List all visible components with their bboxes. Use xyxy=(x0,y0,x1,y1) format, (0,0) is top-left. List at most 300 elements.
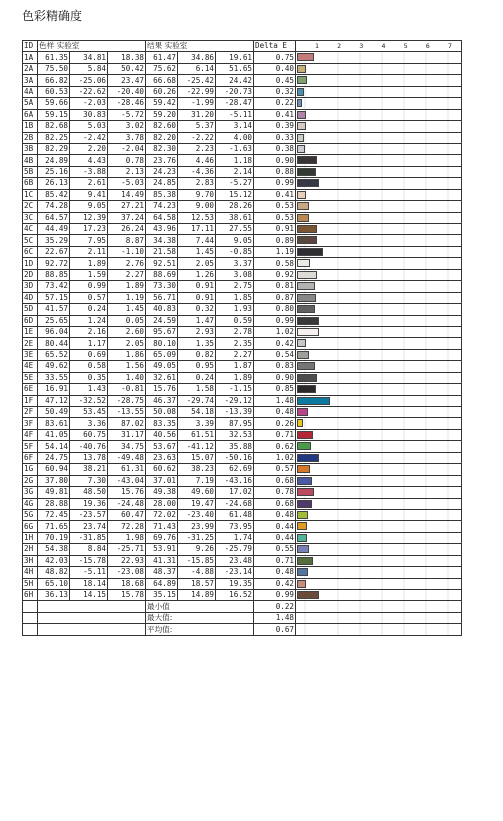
result-lab-value: 53.91 xyxy=(146,544,178,555)
result-lab-value: 2.05 xyxy=(178,258,216,269)
delta-e-value: 0.26 xyxy=(254,418,296,429)
sample-lab-value: 1.19 xyxy=(108,292,146,303)
delta-e-value: 0.57 xyxy=(254,464,296,475)
row-id: 2G xyxy=(23,475,38,486)
result-lab-value: 0.32 xyxy=(178,304,216,315)
result-lab-value: 0.82 xyxy=(178,349,216,360)
sample-lab-value: 7.30 xyxy=(70,475,108,486)
sample-lab-value: 47.12 xyxy=(38,395,70,406)
result-lab-value: 14.89 xyxy=(178,590,216,601)
delta-e-bar-cell xyxy=(296,475,462,486)
table-row xyxy=(23,235,462,246)
sample-lab-value: 80.44 xyxy=(38,338,70,349)
delta-e-bar xyxy=(297,236,317,244)
result-lab-value: 0.91 xyxy=(178,292,216,303)
delta-e-value: 0.99 xyxy=(254,590,296,601)
result-lab-value: -22.99 xyxy=(178,86,216,97)
sample-lab-value: 74.28 xyxy=(38,201,70,212)
sample-lab-value: 22.67 xyxy=(38,246,70,257)
table-row xyxy=(23,418,462,429)
sample-lab-value: -32.52 xyxy=(70,395,108,406)
sample-lab-value: 53.45 xyxy=(70,407,108,418)
delta-e-value: 0.39 xyxy=(254,121,296,132)
row-id: 6F xyxy=(23,452,38,463)
result-lab-value: 24.59 xyxy=(146,315,178,326)
table-row xyxy=(23,212,462,223)
sample-lab-value: 0.69 xyxy=(70,349,108,360)
result-lab-value: 56.71 xyxy=(146,292,178,303)
result-lab-value: 1.26 xyxy=(178,269,216,280)
sample-lab-value: 50.42 xyxy=(108,63,146,74)
sample-lab-value: 41.57 xyxy=(38,304,70,315)
sample-lab-value: 18.68 xyxy=(108,578,146,589)
delta-e-value: 0.87 xyxy=(254,292,296,303)
table-row xyxy=(23,155,462,166)
delta-e-bar xyxy=(297,339,306,347)
table-row xyxy=(23,132,462,143)
delta-e-value: 0.22 xyxy=(254,98,296,109)
table-row xyxy=(23,532,462,543)
result-lab-value: 82.30 xyxy=(146,143,178,154)
delta-e-value: 0.44 xyxy=(254,532,296,543)
result-lab-value: 49.05 xyxy=(146,361,178,372)
result-lab-value: 49.38 xyxy=(146,487,178,498)
row-id: 5B xyxy=(23,166,38,177)
summary-empty xyxy=(23,601,38,612)
delta-e-bar xyxy=(297,351,309,359)
sample-lab-value: 41.05 xyxy=(38,429,70,440)
table-row xyxy=(23,498,462,509)
sample-lab-value: 5.84 xyxy=(70,63,108,74)
delta-e-bar xyxy=(297,511,308,519)
row-id: 4E xyxy=(23,361,38,372)
delta-e-bar-cell xyxy=(296,143,462,154)
sample-lab-value: -5.03 xyxy=(108,178,146,189)
delta-e-value: 0.42 xyxy=(254,338,296,349)
result-lab-value: 38.61 xyxy=(216,212,254,223)
table-row xyxy=(23,372,462,383)
row-id: 4A xyxy=(23,86,38,97)
result-lab-value: -0.85 xyxy=(216,246,254,257)
delta-e-value: 0.99 xyxy=(254,178,296,189)
summary-empty xyxy=(38,612,146,623)
delta-e-value: 0.38 xyxy=(254,143,296,154)
row-id: 1E xyxy=(23,326,38,337)
delta-e-bar-cell xyxy=(296,395,462,406)
delta-e-bar-cell xyxy=(296,361,462,372)
result-lab-value: 40.83 xyxy=(146,304,178,315)
summary-bar-cell xyxy=(296,612,462,623)
sample-lab-value: 70.19 xyxy=(38,532,70,543)
result-lab-value: 31.20 xyxy=(178,109,216,120)
sample-lab-value: 37.80 xyxy=(38,475,70,486)
axis-tick-label: 5 xyxy=(403,42,408,51)
delta-e-bar-cell xyxy=(296,281,462,292)
result-lab-value: -5.11 xyxy=(216,109,254,120)
delta-e-value: 0.48 xyxy=(254,407,296,418)
table-row xyxy=(23,395,462,406)
delta-e-bar xyxy=(297,500,312,508)
sample-lab-value: 0.99 xyxy=(70,281,108,292)
result-lab-value: 95.67 xyxy=(146,326,178,337)
delta-e-value: 0.78 xyxy=(254,487,296,498)
result-lab-value: 59.42 xyxy=(146,98,178,109)
delta-e-value: 0.85 xyxy=(254,384,296,395)
sample-lab-value: -49.48 xyxy=(108,452,146,463)
row-id: 3E xyxy=(23,349,38,360)
result-lab-value: 43.96 xyxy=(146,224,178,235)
delta-e-bar-cell xyxy=(296,75,462,86)
sample-lab-value: -23.08 xyxy=(108,567,146,578)
result-lab-value: -41.12 xyxy=(178,441,216,452)
sample-lab-value: 14.49 xyxy=(108,189,146,200)
sample-lab-value: 1.17 xyxy=(70,338,108,349)
summary-value: 1.48 xyxy=(254,612,296,623)
delta-e-bar xyxy=(297,557,313,565)
delta-e-bar xyxy=(297,271,317,279)
sample-lab-value: 17.23 xyxy=(70,224,108,235)
sample-lab-value: 1.86 xyxy=(108,349,146,360)
result-lab-value: -13.39 xyxy=(216,407,254,418)
result-lab-value: 53.67 xyxy=(146,441,178,452)
sample-lab-value: 28.88 xyxy=(38,498,70,509)
result-lab-value: 1.85 xyxy=(216,292,254,303)
summary-label: 最小值 xyxy=(146,601,254,612)
result-lab-value: 24.23 xyxy=(146,166,178,177)
sample-lab-value: 25.16 xyxy=(38,166,70,177)
result-lab-value: 83.35 xyxy=(146,418,178,429)
table-row xyxy=(23,201,462,212)
delta-e-value: 0.75 xyxy=(254,52,296,63)
delta-e-bar xyxy=(297,305,315,313)
sample-lab-value: 0.57 xyxy=(70,292,108,303)
delta-e-bar-cell xyxy=(296,132,462,143)
table-row xyxy=(23,407,462,418)
table-row xyxy=(23,86,462,97)
result-lab-value: 80.10 xyxy=(146,338,178,349)
table-row xyxy=(23,75,462,86)
axis-tick-label: 3 xyxy=(359,42,364,51)
sample-lab-value: 2.27 xyxy=(108,269,146,280)
table-row xyxy=(23,567,462,578)
summary-label: 最大值: xyxy=(146,612,254,623)
result-lab-value: 32.61 xyxy=(146,372,178,383)
delta-e-value: 1.02 xyxy=(254,326,296,337)
header-sample: 色样 实验室 xyxy=(38,41,146,52)
result-lab-value: 28.26 xyxy=(216,201,254,212)
delta-e-value: 0.80 xyxy=(254,304,296,315)
delta-e-bar xyxy=(297,465,310,473)
row-id: 5D xyxy=(23,304,38,315)
sample-lab-value: 24.75 xyxy=(38,452,70,463)
row-id: 6B xyxy=(23,178,38,189)
result-lab-value: 15.76 xyxy=(146,384,178,395)
result-lab-value: 1.58 xyxy=(178,384,216,395)
row-id: 2E xyxy=(23,338,38,349)
result-lab-value: -28.47 xyxy=(216,98,254,109)
result-lab-value: -23.40 xyxy=(178,509,216,520)
delta-e-value: 0.32 xyxy=(254,86,296,97)
row-id: 6E xyxy=(23,384,38,395)
result-lab-value: 82.60 xyxy=(146,121,178,132)
sample-lab-value: 24.89 xyxy=(38,155,70,166)
sample-lab-value: 22.93 xyxy=(108,555,146,566)
delta-axis xyxy=(296,41,462,52)
sample-lab-value: 1.89 xyxy=(108,281,146,292)
table-row xyxy=(23,429,462,440)
delta-e-bar-cell xyxy=(296,109,462,120)
sample-lab-value: 15.78 xyxy=(108,590,146,601)
sample-lab-value: 23.47 xyxy=(108,75,146,86)
sample-lab-value: 75.50 xyxy=(38,63,70,74)
delta-e-bar-cell xyxy=(296,509,462,520)
row-id: 1A xyxy=(23,52,38,63)
sample-lab-value: 50.49 xyxy=(38,407,70,418)
delta-e-bar xyxy=(297,385,316,393)
delta-e-value: 0.90 xyxy=(254,372,296,383)
delta-e-value: 0.88 xyxy=(254,166,296,177)
row-id: 5E xyxy=(23,372,38,383)
sample-lab-value: 34.81 xyxy=(70,52,108,63)
delta-e-value: 1.48 xyxy=(254,395,296,406)
sample-lab-value: 31.17 xyxy=(108,429,146,440)
result-lab-value: -1.15 xyxy=(216,384,254,395)
axis-tick-label: 4 xyxy=(381,42,386,51)
result-lab-value: 0.24 xyxy=(178,372,216,383)
sample-lab-value: 2.76 xyxy=(108,258,146,269)
sample-lab-value: -43.04 xyxy=(108,475,146,486)
row-id: 4D xyxy=(23,292,38,303)
result-lab-value: 34.38 xyxy=(146,235,178,246)
row-id: 6D xyxy=(23,315,38,326)
delta-e-bar xyxy=(297,580,306,588)
result-lab-value: 27.55 xyxy=(216,224,254,235)
sample-lab-value: 1.24 xyxy=(70,315,108,326)
sample-lab-value: 85.42 xyxy=(38,189,70,200)
result-lab-value: 6.14 xyxy=(178,63,216,74)
result-lab-value: 64.89 xyxy=(146,578,178,589)
sample-lab-value: 1.43 xyxy=(70,384,108,395)
delta-e-bar xyxy=(297,53,314,61)
result-lab-value: -15.85 xyxy=(178,555,216,566)
sample-lab-value: 36.13 xyxy=(38,590,70,601)
delta-e-bar-cell xyxy=(296,498,462,509)
row-id: 2H xyxy=(23,544,38,555)
sample-lab-value: -23.57 xyxy=(70,509,108,520)
delta-e-value: 0.53 xyxy=(254,201,296,212)
result-lab-value: 21.58 xyxy=(146,246,178,257)
delta-e-value: 0.53 xyxy=(254,212,296,223)
sample-lab-value: 0.78 xyxy=(108,155,146,166)
result-lab-value: 1.87 xyxy=(216,361,254,372)
result-lab-value: 9.26 xyxy=(178,544,216,555)
table-row xyxy=(23,349,462,360)
sample-lab-value: -24.48 xyxy=(108,498,146,509)
sample-lab-value: 1.45 xyxy=(108,304,146,315)
result-lab-value: 69.76 xyxy=(146,532,178,543)
delta-e-bar-cell xyxy=(296,464,462,475)
delta-e-value: 0.48 xyxy=(254,509,296,520)
result-lab-value: 88.69 xyxy=(146,269,178,280)
row-id: 1D xyxy=(23,258,38,269)
delta-e-bar xyxy=(297,134,304,142)
summary-empty xyxy=(23,624,38,635)
axis-tick-label: 2 xyxy=(337,42,342,51)
delta-e-bar-cell xyxy=(296,246,462,257)
result-lab-value: 34.86 xyxy=(178,52,216,63)
sample-lab-value: 72.28 xyxy=(108,521,146,532)
sample-lab-value: 72.45 xyxy=(38,509,70,520)
row-id: 3A xyxy=(23,75,38,86)
result-lab-value: 16.52 xyxy=(216,590,254,601)
sample-lab-value: 0.24 xyxy=(70,304,108,315)
summary-row xyxy=(23,612,462,623)
result-lab-value: 92.51 xyxy=(146,258,178,269)
sample-lab-value: 9.05 xyxy=(70,201,108,212)
result-lab-value: -23.14 xyxy=(216,567,254,578)
result-lab-value: 35.15 xyxy=(146,590,178,601)
result-lab-value: 2.35 xyxy=(216,338,254,349)
result-lab-value: -5.27 xyxy=(216,178,254,189)
result-lab-value: -20.73 xyxy=(216,86,254,97)
delta-e-bar-cell xyxy=(296,292,462,303)
sample-lab-value: -25.71 xyxy=(108,544,146,555)
sample-lab-value: 2.61 xyxy=(70,178,108,189)
sample-lab-value: 1.89 xyxy=(70,258,108,269)
result-lab-value: -43.16 xyxy=(216,475,254,486)
result-lab-value: 2.83 xyxy=(178,178,216,189)
sample-lab-value: 26.24 xyxy=(108,224,146,235)
delta-e-bar xyxy=(297,591,319,599)
delta-e-bar xyxy=(297,225,317,233)
result-lab-value: 1.93 xyxy=(216,304,254,315)
sample-lab-value: 18.38 xyxy=(108,52,146,63)
row-id: 3G xyxy=(23,487,38,498)
result-lab-value: 1.45 xyxy=(178,246,216,257)
sample-lab-value: 37.24 xyxy=(108,212,146,223)
sample-lab-value: 5.03 xyxy=(70,121,108,132)
delta-e-bar xyxy=(297,419,303,427)
delta-e-bar xyxy=(297,248,323,256)
table-row xyxy=(23,338,462,349)
delta-e-bar-cell xyxy=(296,384,462,395)
delta-e-bar xyxy=(297,122,306,130)
sample-lab-value: 35.29 xyxy=(38,235,70,246)
result-lab-value: 87.95 xyxy=(216,418,254,429)
result-lab-value: 2.75 xyxy=(216,281,254,292)
table-row xyxy=(23,109,462,120)
delta-e-bar xyxy=(297,454,319,462)
result-lab-value: 4.00 xyxy=(216,132,254,143)
sample-lab-value: 48.50 xyxy=(70,487,108,498)
delta-e-bar-cell xyxy=(296,555,462,566)
sample-lab-value: 38.21 xyxy=(70,464,108,475)
result-lab-value: 40.56 xyxy=(146,429,178,440)
result-lab-value: 19.35 xyxy=(216,578,254,589)
delta-e-bar xyxy=(297,431,313,439)
sample-lab-value: 60.94 xyxy=(38,464,70,475)
summary-value: 0.67 xyxy=(254,624,296,635)
result-lab-value: 64.58 xyxy=(146,212,178,223)
table-row xyxy=(23,521,462,532)
sample-lab-value: -40.76 xyxy=(70,441,108,452)
table-row xyxy=(23,544,462,555)
sample-lab-value: 82.25 xyxy=(38,132,70,143)
sample-lab-value: 3.02 xyxy=(108,121,146,132)
delta-e-bar xyxy=(297,88,304,96)
result-lab-value: 28.00 xyxy=(146,498,178,509)
summary-bar-cell xyxy=(296,624,462,635)
sample-lab-value: 49.62 xyxy=(38,361,70,372)
row-id: 2B xyxy=(23,132,38,143)
delta-e-bar-cell xyxy=(296,269,462,280)
sample-lab-value: -28.75 xyxy=(108,395,146,406)
delta-e-bar-cell xyxy=(296,52,462,63)
result-lab-value: 74.23 xyxy=(146,201,178,212)
row-id: 6C xyxy=(23,246,38,257)
row-id: 1G xyxy=(23,464,38,475)
delta-e-bar-cell xyxy=(296,532,462,543)
result-lab-value: 35.88 xyxy=(216,441,254,452)
delta-e-bar-cell xyxy=(296,121,462,132)
result-lab-value: 1.89 xyxy=(216,372,254,383)
result-lab-value: 3.39 xyxy=(178,418,216,429)
row-id: 3D xyxy=(23,281,38,292)
result-lab-value: 9.00 xyxy=(178,201,216,212)
row-id: 5H xyxy=(23,578,38,589)
result-lab-value: 60.62 xyxy=(146,464,178,475)
result-lab-value: -24.68 xyxy=(216,498,254,509)
row-id: 2C xyxy=(23,201,38,212)
sample-lab-value: 23.74 xyxy=(70,521,108,532)
result-lab-value: 1.74 xyxy=(216,532,254,543)
delta-e-bar xyxy=(297,442,311,450)
sample-lab-value: 13.78 xyxy=(70,452,108,463)
result-lab-value: -4.36 xyxy=(178,166,216,177)
sample-lab-value: 88.85 xyxy=(38,269,70,280)
table-row xyxy=(23,487,462,498)
delta-e-bar-cell xyxy=(296,304,462,315)
row-id: 2F xyxy=(23,407,38,418)
delta-e-bar-cell xyxy=(296,441,462,452)
row-id: 1C xyxy=(23,189,38,200)
header-delta-e: Delta E xyxy=(254,41,296,52)
delta-e-bar xyxy=(297,191,306,199)
result-lab-value: 2.93 xyxy=(178,326,216,337)
summary-empty xyxy=(38,624,146,635)
sample-lab-value: 82.29 xyxy=(38,143,70,154)
row-id: 4C xyxy=(23,224,38,235)
delta-e-bar xyxy=(297,168,316,176)
delta-e-bar xyxy=(297,374,317,382)
result-lab-value: -2.22 xyxy=(178,132,216,143)
delta-e-bar xyxy=(297,65,306,73)
delta-e-bar-cell xyxy=(296,98,462,109)
delta-e-bar-cell xyxy=(296,544,462,555)
result-lab-value: 2.27 xyxy=(216,349,254,360)
sample-lab-value: 8.84 xyxy=(70,544,108,555)
sample-lab-value: 33.55 xyxy=(38,372,70,383)
result-lab-value: 61.48 xyxy=(216,509,254,520)
table-row xyxy=(23,326,462,337)
sample-lab-value: 65.52 xyxy=(38,349,70,360)
delta-e-bar xyxy=(297,568,308,576)
sample-lab-value: 42.03 xyxy=(38,555,70,566)
delta-e-bar xyxy=(297,76,307,84)
delta-e-bar xyxy=(297,282,315,290)
result-lab-value: 23.48 xyxy=(216,555,254,566)
row-id: 3F xyxy=(23,418,38,429)
